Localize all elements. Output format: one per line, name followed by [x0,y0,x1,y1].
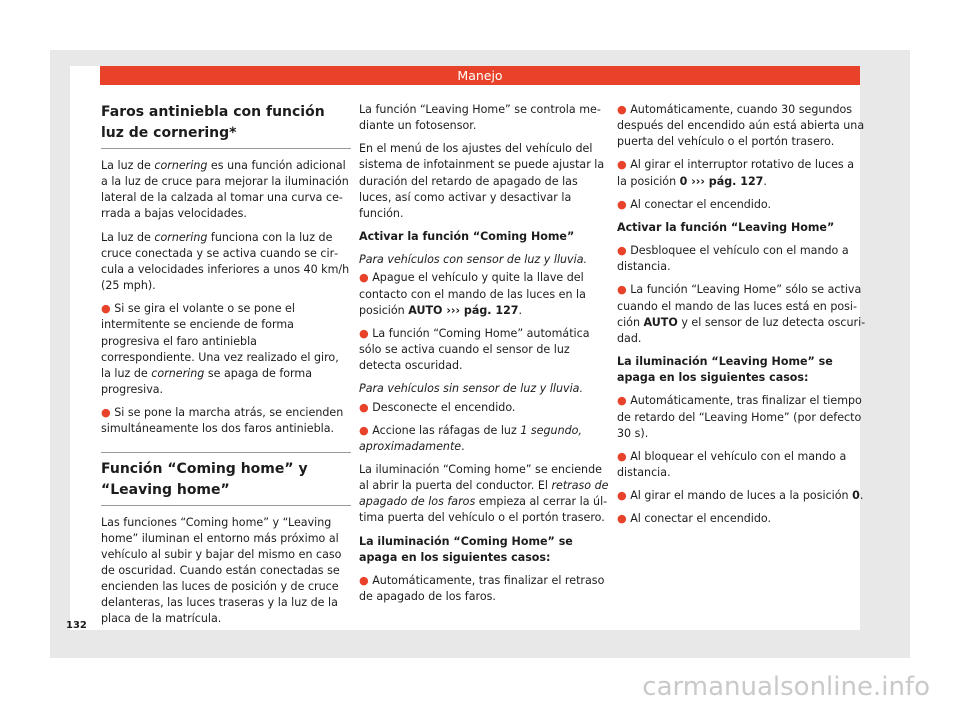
section-rule [101,452,351,453]
paragraph: La función “Leaving Home” se controla mediante un fotosensor. [359,103,601,133]
paragraph: La luz de cornering funciona con la luz de cruce conectada y se activa cuando se circula a velocidades inferiores a unos 40 km/h (25 mph). [101,230,350,293]
auto-symbol-icon: AUTO [643,315,678,329]
auto-symbol-icon: AUTO [408,303,443,317]
paragraph: La luz de cornering es una función adicional a la luz de cruce para mejorar la iluminación lateral de la calzada al tomar una curva cerrada a bajas velocidades. [101,159,349,221]
bullet-item: ● Automáticamente, tras finalizar el retraso de apagado de los faros. [359,573,605,604]
bullet-icon: ● [359,573,369,587]
bullet-icon: ● [617,197,627,211]
condition-note: Para vehículos con sensor de luz y lluvia. [359,253,588,267]
bullet-item: ● Automáticamente, cuando 30 segundos después del encendido aún está abierta una puerta del vehículo o el portón trasero. [617,103,865,149]
section-header: Manejo [100,66,860,85]
bullet-icon: ● [101,406,111,420]
heading-coming-home: Función “Coming home” y “Leaving home” [101,460,308,498]
bullet-item: ● Accione las ráfagas de luz 1 segundo, aproximadamente. [359,423,582,453]
bullet-icon: ● [617,158,627,172]
light-switch-zero-icon: 0 [852,489,860,503]
bullet-icon: ● [617,283,627,297]
bullet-item: ● La función “Leaving Home” sólo se activa cuando el mando de las luces está en posición AUTO y el sensor de luz detecta oscuridad. [617,283,866,345]
condition-note: Para vehículos sin sensor de luz y lluvia. [359,382,584,396]
light-switch-zero-icon: 0 [679,174,688,188]
heading-cornering: Faros antiniebla con función luz de cornering* [101,104,325,141]
column-middle [359,102,609,612]
bullet-item: ● Al conectar el encendido. [617,512,772,526]
bullet-icon: ● [617,103,627,116]
subheading: Activar la función “Coming Home” [359,230,575,244]
heading-rule [101,505,351,506]
page-number: 132 [66,620,87,631]
bullet-item: ● La función “Coming Home” automática sólo se activa cuando el sensor de luz detecta oscuridad. [359,326,590,373]
watermark-logo: carmanualsonline.info [642,672,930,702]
bullet-icon: ● [617,512,627,526]
bullet-icon: ● [359,400,369,414]
bullet-item: ● Al bloquear el vehículo con el mando a distancia. [617,449,847,479]
page-reference-link[interactable]: ››› pág. 127 [687,174,764,188]
bullet-icon: ● [359,326,369,340]
bullet-item: ● Desbloquee el vehículo con el mando a distancia. [617,244,849,274]
bullet-icon: ● [617,489,627,503]
subheading: La iluminación “Leaving Home” se apaga en los siguientes casos: [617,355,833,385]
bullet-icon: ● [617,394,627,408]
page-reference-link[interactable]: ››› pág. 127 [442,303,519,317]
bullet-icon: ● [359,423,369,437]
bullet-icon: ● [617,244,627,258]
bullet-item: ● Si se pone la marcha atrás, se encienden simultáneamente los dos faros antiniebla. [101,406,344,436]
subheading: La iluminación “Coming Home” se apaga en los siguientes casos: [359,534,573,564]
bullet-icon: ● [617,449,627,463]
column-right [617,102,867,534]
bullet-item: ● Apague el vehículo y quite la llave del contacto con el mando de las luces en la posición AUTO ››› pág. 127. [359,271,586,317]
subheading: Activar la función “Leaving Home” [617,220,835,234]
bullet-item: ● Al girar el interruptor rotativo de luces a la posición 0 ››› pág. 127. [617,158,855,188]
bullet-icon: ● [101,302,111,316]
bullet-item: ● Al girar el mando de luces a la posición 0. [617,489,864,503]
paragraph: Las funciones “Coming home” y “Leaving home” iluminan el entorno más próximo al vehículo al subir y bajar del mismo en caso de oscuridad. Cuando están conectadas se encienden las luces de posición y de cruce delanteras, las luces traseras y la luz de la placa de la matrícula. [101,515,342,626]
bullet-icon: ● [359,271,369,285]
bullet-item: ● Automáticamente, tras finalizar el tiempo de retardo del “Leaving Home” (por defecto 30 s). [617,394,862,440]
column-left [101,102,351,635]
heading-rule [101,148,351,149]
paragraph: La iluminación “Coming home” se enciende al abrir la puerta del conductor. El retraso de apagado de los faros empieza al cerrar la última puerta del vehículo o el portón trasero. [359,462,609,525]
bullet-item: ● Desconecte el encendido. [359,400,516,414]
paragraph: En el menú de los ajustes del vehículo del sistema de infotainment se puede ajustar la duración del retardo de apagado de las luces, así como activar y desactivar la función. [359,142,605,220]
bullet-item: ● Al conectar el encendido. [617,197,772,211]
bullet-item: ● Si se gira el volante o se pone el intermitente se enciende de forma progresiva el faro antiniebla correspondiente. Una vez realizado el giro, la luz de cornering se apaga de forma progresiva. [101,302,339,397]
